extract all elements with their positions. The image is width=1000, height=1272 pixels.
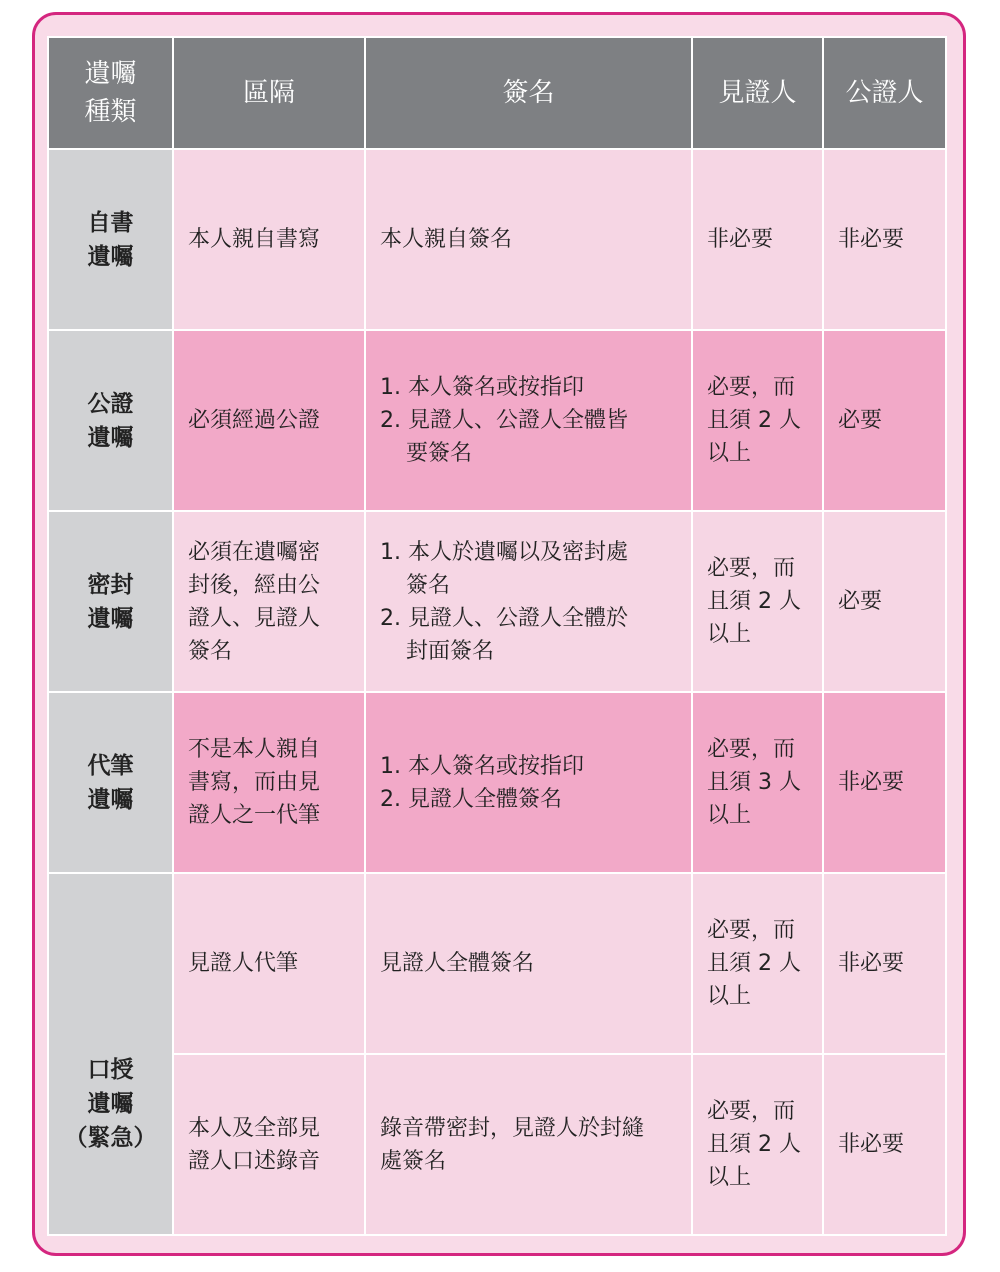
table-header-row bbox=[48, 37, 946, 149]
notary-cell: 非必要 bbox=[823, 692, 946, 873]
witness-cell: 必要，而 且須 2 人 以上 bbox=[692, 1054, 823, 1235]
will-type-cell: 口授 遺囑 （緊急） bbox=[48, 873, 173, 1235]
witness-cell: 非必要 bbox=[692, 149, 823, 330]
division-cell: 本人及全部見 證人口述錄音 bbox=[173, 1054, 365, 1235]
notary-cell: 必要 bbox=[823, 330, 946, 511]
table-row bbox=[48, 1054, 946, 1235]
signature-cell: 錄音帶密封，見證人於封縫 處簽名 bbox=[365, 1054, 692, 1235]
header-will-type-line2: 種類 bbox=[84, 97, 137, 127]
division-cell: 必須經過公證 bbox=[173, 330, 365, 511]
witness-cell: 必要，而 且須 2 人 以上 bbox=[692, 873, 823, 1054]
table-row bbox=[48, 330, 946, 511]
witness-cell: 必要，而 且須 2 人 以上 bbox=[692, 511, 823, 692]
table-row bbox=[48, 873, 946, 1054]
signature-cell: 1. 本人於遺囑以及密封處 簽名 2. 見證人、公證人全體於 封面簽名 bbox=[365, 511, 692, 692]
will-types-table bbox=[47, 36, 947, 1236]
table-row bbox=[48, 149, 946, 330]
will-type-cell: 代筆 遺囑 bbox=[48, 692, 173, 873]
signature-cell: 1. 本人簽名或按指印 2. 見證人、公證人全體皆 要簽名 bbox=[365, 330, 692, 511]
table-row bbox=[48, 692, 946, 873]
header-witness: 見證人 bbox=[692, 37, 823, 149]
table-row bbox=[48, 511, 946, 692]
will-type-cell: 自書 遺囑 bbox=[48, 149, 173, 330]
notary-cell: 非必要 bbox=[823, 1054, 946, 1235]
notary-cell: 必要 bbox=[823, 511, 946, 692]
signature-cell: 1. 本人簽名或按指印 2. 見證人全體簽名 bbox=[365, 692, 692, 873]
header-signature: 簽名 bbox=[365, 37, 692, 149]
division-cell: 本人親自書寫 bbox=[173, 149, 365, 330]
division-cell: 必須在遺囑密 封後，經由公 證人、見證人 簽名 bbox=[173, 511, 365, 692]
notary-cell: 非必要 bbox=[823, 149, 946, 330]
division-cell: 不是本人親自 書寫，而由見 證人之一代筆 bbox=[173, 692, 365, 873]
signature-cell: 見證人全體簽名 bbox=[365, 873, 692, 1054]
will-type-cell: 公證 遺囑 bbox=[48, 330, 173, 511]
header-will-type bbox=[48, 37, 173, 149]
division-cell: 見證人代筆 bbox=[173, 873, 365, 1054]
header-notary: 公證人 bbox=[823, 37, 946, 149]
signature-cell: 本人親自簽名 bbox=[365, 149, 692, 330]
notary-cell: 非必要 bbox=[823, 873, 946, 1054]
will-type-cell: 密封 遺囑 bbox=[48, 511, 173, 692]
witness-cell: 必要，而 且須 3 人 以上 bbox=[692, 692, 823, 873]
header-division: 區隔 bbox=[173, 37, 365, 149]
witness-cell: 必要，而 且須 2 人 以上 bbox=[692, 330, 823, 511]
header-will-type-line1: 遺囑 bbox=[84, 59, 137, 89]
